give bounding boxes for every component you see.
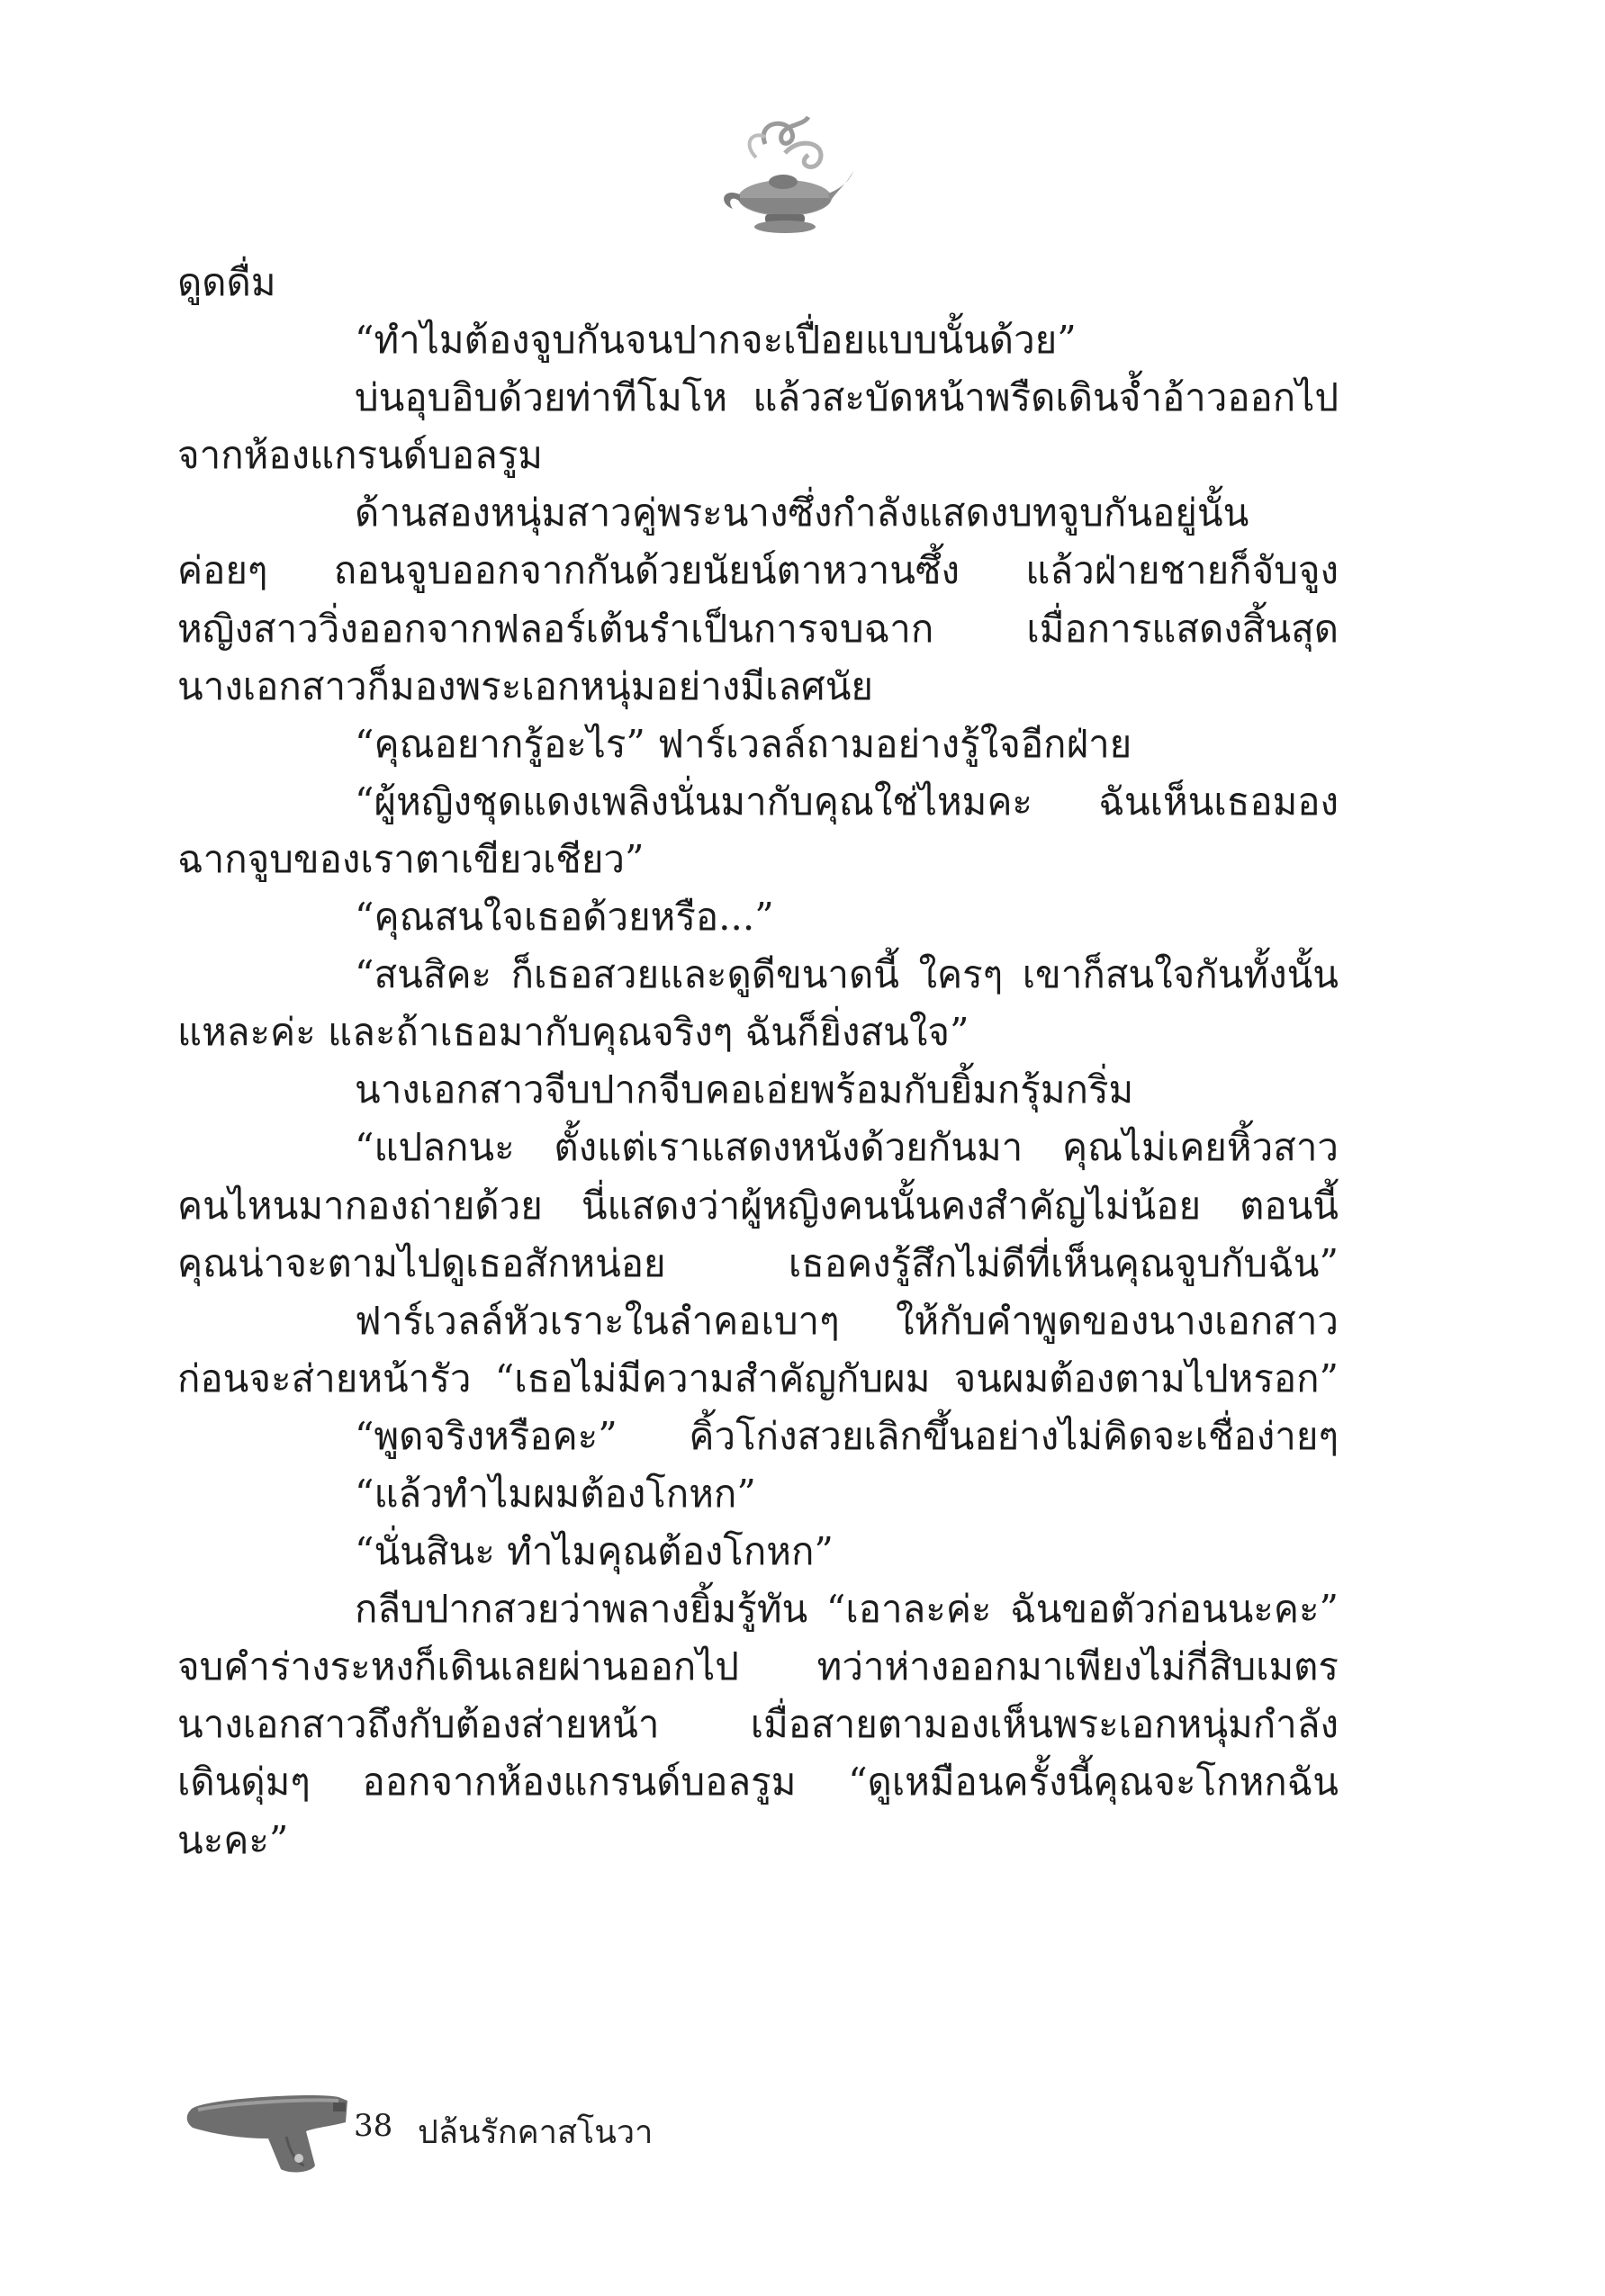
text-line: จบคำร่างระหงก็เดินเลยผ่านออกไป ทว่าห่างออกมาเพียงไม่กี่สิบเมตร — [177, 1644, 1339, 1689]
text-line: หญิงสาววิ่งออกจากฟลอร์เต้นรำเป็นการจบฉาก เมื่อการแสดงสิ้นสุด — [177, 606, 1339, 651]
text-line: “สนสิคะ ก็เธอสวยและดูดีขนาดนี้ ใครๆ เขาก็สนใจกันทั้งนั้น — [355, 952, 1339, 997]
text-line: แหละค่ะ และถ้าเธอมากับคุณจริงๆ ฉันก็ยิ่งสนใจ” — [177, 1010, 969, 1055]
text-line: คนไหนมากองถ่ายด้วย นี่แสดงว่าผู้หญิงคนนั้นคงสำคัญไม่น้อย ตอนนี้ — [177, 1183, 1339, 1228]
text-line: “ผู้หญิงชุดแดงเพลิงนั่นมากับคุณใช่ไหมคะ ฉันเห็นเธอมอง — [355, 779, 1339, 824]
text-line: “แล้วทำไมผมต้องโกหก” — [355, 1471, 756, 1516]
genie-lamp-icon — [702, 108, 855, 243]
text-line: “นั่นสินะ ทำไมคุณต้องโกหก” — [355, 1529, 834, 1574]
text-line: “ทำไมต้องจูบกันจนปากจะเปื่อยแบบนั้นด้วย” — [355, 318, 1077, 363]
text-line: ฉากจูบของเราตาเขียวเชียว” — [177, 836, 645, 881]
text-line: “คุณสนใจเธอด้วยหรือ...” — [355, 895, 774, 940]
text-line: จากห้องแกรนด์บอลรูม — [177, 433, 543, 478]
page-number: 38 — [354, 2108, 393, 2144]
text-line: นางเอกสาวจีบปากจีบคอเอ่ยพร้อมกับยิ้มกรุ้มกริ่ม — [355, 1067, 1134, 1112]
text-line: “แปลกนะ ตั้งแต่เราแสดงหนังด้วยกันมา คุณไม่เคยหิ้วสาว — [355, 1125, 1339, 1170]
text-line: กลีบปากสวยว่าพลางยิ้มรู้ทัน “เอาละค่ะ ฉันขอตัวก่อนนะคะ” — [355, 1587, 1339, 1632]
page-footer — [180, 2079, 720, 2178]
text-line: นางเอกสาวก็มองพระเอกหนุ่มอย่างมีเลศนัย — [177, 663, 874, 708]
text-line: ด้านสองหนุ่มสาวคู่พระนางซึ่งกำลังแสดงบทจูบกันอยู่นั้น — [355, 491, 1249, 536]
story-text — [177, 254, 1339, 1869]
text-line: ก่อนจะส่ายหน้ารัว “เธอไม่มีความสำคัญกับผม จนผมต้องตามไปหรอก” — [177, 1355, 1339, 1400]
text-line: บ่นอุบอิบด้วยท่าทีโมโห แล้วสะบัดหน้าพรืดเดินจ้ำอ้าวออกไป — [355, 375, 1339, 420]
text-line: ดูดดื่ม — [177, 260, 276, 304]
text-line: ฟาร์เวลล์หัวเราะในลำคอเบาๆ ให้กับคำพูดของนางเอกสาว — [355, 1298, 1339, 1343]
text-line: นะคะ” — [177, 1817, 289, 1862]
text-line: “พูดจริงหรือคะ” คิ้วโก่งสวยเลิกขึ้นอย่างไม่คิดจะเชื่อง่ายๆ — [355, 1413, 1339, 1458]
pistol-icon — [180, 2079, 369, 2178]
text-line: นางเอกสาวถึงกับต้องส่ายหน้า เมื่อสายตามองเห็นพระเอกหนุ่มกำลัง — [177, 1702, 1339, 1747]
book-title: ปล้นรักคาสโนวา — [418, 2114, 654, 2151]
text-line: คุณน่าจะตามไปดูเธอสักหน่อย เธอคงรู้สึกไม่ดีที่เห็นคุณจูบกับฉัน” — [177, 1240, 1339, 1285]
text-line: ค่อยๆ ถอนจูบออกจากกันด้วยนัยน์ตาหวานซึ้ง แล้วฝ่ายชายก็จับจูง — [177, 548, 1339, 593]
text-line: “คุณอยากรู้อะไร” ฟาร์เวลล์ถามอย่างรู้ใจอีกฝ่าย — [355, 721, 1132, 766]
text-line: เดินดุ่มๆ ออกจากห้องแกรนด์บอลรูม “ดูเหมือนครั้งนี้คุณจะโกหกฉัน — [177, 1760, 1339, 1805]
